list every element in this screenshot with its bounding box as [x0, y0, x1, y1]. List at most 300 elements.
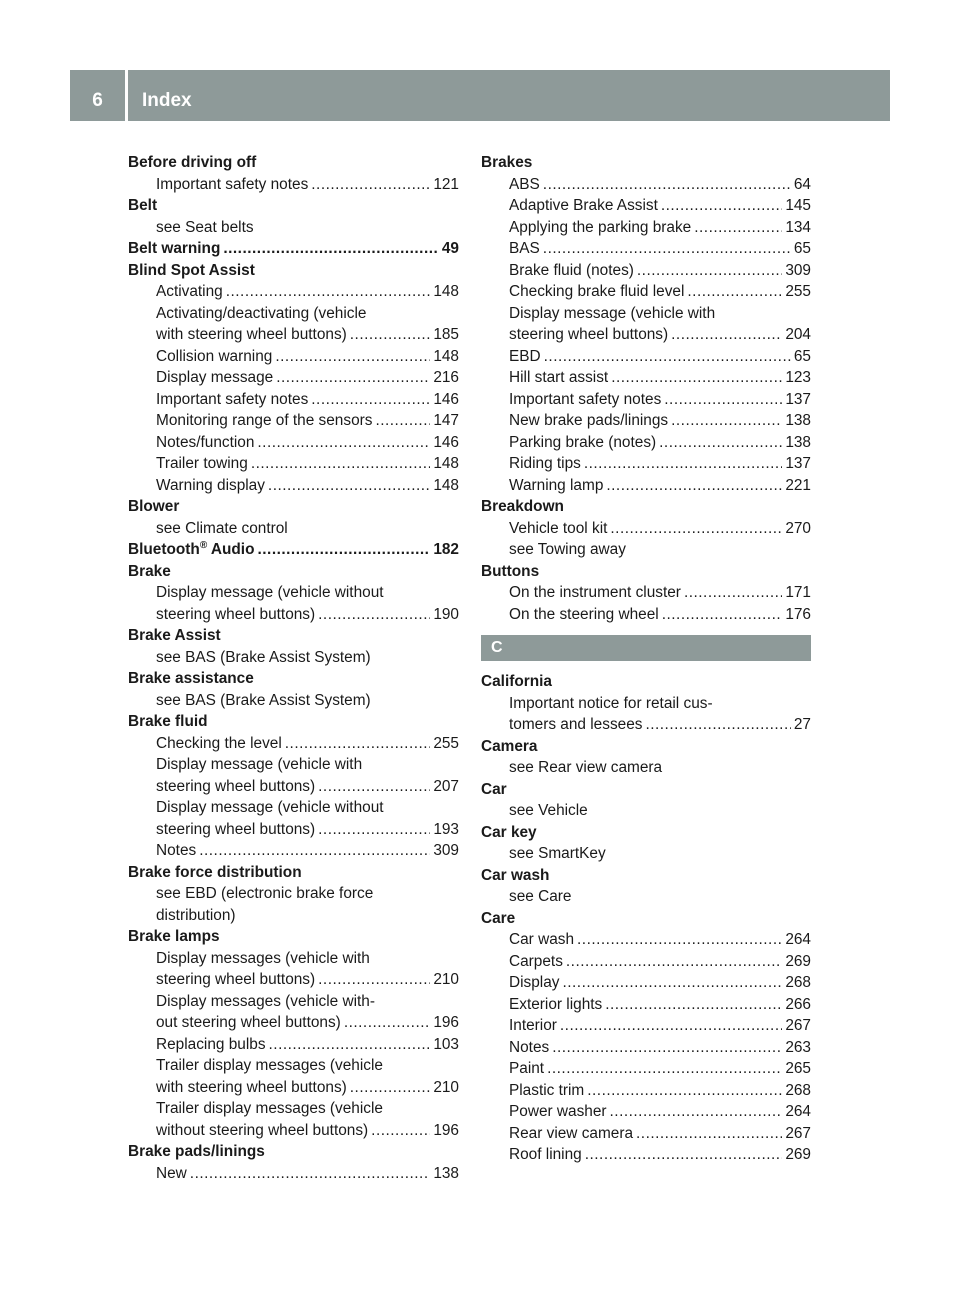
entry-label: Car wash	[509, 931, 575, 948]
page-ref: 64	[793, 175, 811, 193]
entry-label: see Care	[509, 888, 572, 905]
page-ref: 207	[433, 777, 459, 795]
index-subentry	[128, 582, 459, 604]
dot-leader	[190, 1163, 431, 1185]
index-entry	[481, 496, 811, 518]
dot-leader	[371, 1120, 430, 1142]
dot-leader	[566, 951, 782, 973]
entry-label: ABS	[509, 175, 540, 193]
page-ref: 255	[785, 283, 811, 300]
entry-label: Warning display	[156, 476, 265, 494]
index-subentry	[481, 389, 811, 411]
dot-leader	[611, 367, 782, 389]
page-ref: 137	[785, 390, 811, 408]
entry-label: Monitoring range of the sensors	[156, 412, 373, 429]
entry-label: Display message (vehicle with	[509, 304, 716, 322]
page-ref: 267	[785, 1017, 811, 1034]
index-entry	[128, 668, 459, 690]
entry-label: Replacing bulbs	[156, 1035, 266, 1053]
dot-leader	[268, 475, 430, 497]
index-subentry	[481, 582, 811, 604]
index-subentry	[481, 303, 811, 325]
index-subentry	[128, 905, 459, 927]
entry-label: Important safety notes	[156, 175, 309, 193]
entry-label: see Seat belts	[156, 218, 254, 236]
entry-label: New brake pads/linings	[509, 412, 669, 429]
dot-leader	[610, 518, 782, 540]
dot-leader	[577, 929, 782, 951]
page-ref: 171	[785, 584, 811, 601]
index-entry	[481, 671, 811, 693]
page-ref: 182	[433, 541, 459, 558]
dot-leader	[661, 195, 782, 217]
dot-leader	[276, 367, 430, 389]
dot-leader	[671, 324, 782, 346]
entry-label: Buttons	[481, 562, 540, 580]
page-ref: 148	[433, 476, 459, 494]
entry-label: Interior	[509, 1017, 557, 1034]
entry-label: Adaptive Brake Assist	[509, 197, 658, 214]
dot-leader	[585, 1144, 783, 1166]
page-ref: 176	[785, 605, 811, 623]
entry-label-part: Audio	[207, 541, 255, 558]
dot-leader	[547, 1058, 782, 1080]
index-subentry	[128, 1120, 459, 1142]
page-ref: 146	[433, 390, 459, 408]
page-ref: 264	[785, 931, 811, 948]
index-subentry	[481, 1123, 811, 1145]
dot-leader	[318, 604, 430, 626]
index-subentry	[128, 604, 459, 626]
page-ref: 266	[785, 995, 811, 1013]
page-ref: 210	[433, 971, 459, 988]
page-ref: 268	[785, 1081, 811, 1099]
entry-label: Important safety notes	[156, 390, 309, 408]
index-subentry	[481, 994, 811, 1016]
entry-label: see Towing away	[509, 541, 626, 558]
index-entry	[481, 736, 811, 758]
entry-label: Car wash	[481, 866, 550, 884]
index-entry	[128, 195, 459, 217]
index-subentry	[128, 410, 459, 432]
dot-leader	[659, 432, 782, 454]
entry-label: see Climate control	[156, 519, 288, 537]
entry-label: Care	[481, 909, 516, 927]
index-entry	[128, 711, 459, 733]
entry-label: Parking brake (notes)	[509, 433, 657, 451]
entry-label: Blind Spot Assist	[128, 261, 255, 279]
index-entry	[128, 862, 459, 884]
entry-label: steering wheel buttons)	[509, 326, 669, 343]
index-subentry	[128, 754, 459, 776]
index-subentry	[128, 303, 459, 325]
index-subentry	[481, 604, 811, 626]
entry-label: with steering wheel buttons)	[156, 326, 347, 343]
entry-label: Brake lamps	[128, 928, 220, 945]
entry-label: with steering wheel buttons)	[156, 1078, 347, 1096]
index-subentry	[481, 281, 811, 303]
index-subentry	[128, 647, 459, 669]
page-ref: 123	[785, 369, 811, 386]
entry-label: Checking the level	[156, 734, 282, 752]
entry-label: steering wheel buttons)	[156, 820, 316, 838]
entry-label: Display messages (vehicle with	[156, 949, 370, 967]
index-subentry	[128, 324, 459, 346]
index-entry	[128, 625, 459, 647]
index-subentry	[128, 1098, 459, 1120]
index-subentry	[481, 475, 811, 497]
entry-label: Brake	[128, 562, 171, 580]
index-subentry	[481, 800, 811, 822]
index-column-right	[481, 152, 811, 1166]
page-ref: 193	[433, 820, 459, 838]
index-subentry	[128, 883, 459, 905]
dot-leader	[584, 453, 782, 475]
index-entry	[128, 238, 459, 260]
index-entry	[481, 561, 811, 583]
entry-label: see EBD (electronic brake force	[156, 885, 374, 902]
entry-label: Warning lamp	[509, 476, 604, 494]
page-ref: 138	[785, 412, 811, 429]
dot-leader	[687, 281, 782, 303]
page-ref: 148	[433, 455, 459, 472]
dot-leader	[258, 539, 431, 561]
entry-label: tomers and lessees	[509, 716, 643, 733]
entry-label: Applying the parking brake	[509, 218, 692, 236]
entry-label: Display	[509, 974, 560, 991]
index-entry	[128, 926, 459, 948]
page-ref: 147	[433, 412, 459, 429]
dot-leader	[318, 819, 430, 841]
entry-label: Blower	[128, 498, 180, 515]
index-subentry	[128, 475, 459, 497]
index-subentry	[128, 389, 459, 411]
index-entry	[481, 822, 811, 844]
entry-label: see Rear view camera	[509, 759, 663, 776]
page-number: 6	[92, 90, 103, 111]
entry-label: Belt	[128, 197, 158, 214]
page-ref: 65	[793, 240, 811, 257]
index-subentry	[128, 1077, 459, 1099]
section-letter-heading: C	[481, 635, 811, 661]
index-entry	[481, 779, 811, 801]
dot-leader	[606, 475, 782, 497]
dot-leader	[610, 1101, 783, 1123]
entry-label: Exterior lights	[509, 995, 603, 1013]
index-subentry	[481, 260, 811, 282]
page-ref: 138	[785, 433, 811, 451]
dot-leader	[562, 972, 782, 994]
index-subentry	[481, 432, 811, 454]
index-subentry	[481, 693, 811, 715]
dot-leader	[684, 582, 782, 604]
dot-leader	[662, 604, 783, 626]
index-subentry	[128, 1163, 459, 1185]
dot-leader	[636, 1123, 782, 1145]
index-subentry	[128, 281, 459, 303]
page-ref: 269	[785, 1146, 811, 1163]
entry-label: Brake fluid (notes)	[509, 261, 634, 279]
index-subentry	[128, 840, 459, 862]
page-ref: 65	[793, 347, 811, 365]
index-subentry	[481, 174, 811, 196]
entry-label: Camera	[481, 737, 538, 755]
entry-label: EBD	[509, 347, 541, 365]
page-ref: 267	[785, 1124, 811, 1142]
entry-label: Paint	[509, 1060, 545, 1077]
index-subentry	[481, 539, 811, 561]
index-subentry	[481, 714, 811, 736]
page-ref: 137	[785, 455, 811, 472]
entry-label: California	[481, 673, 552, 690]
index-entry	[128, 539, 459, 561]
page-ref: 148	[433, 347, 459, 365]
entry-label: Brake Assist	[128, 627, 221, 644]
entry-label: see Vehicle	[509, 802, 588, 819]
entry-label: Rear view camera	[509, 1124, 634, 1142]
page-ref: 196	[433, 1014, 459, 1031]
entry-label: Plastic trim	[509, 1081, 585, 1099]
entry-label: steering wheel buttons)	[156, 605, 316, 623]
dot-leader	[223, 238, 439, 260]
page-ref: 269	[785, 952, 811, 970]
entry-label: Trailer towing	[156, 455, 248, 472]
header-divider	[125, 70, 128, 121]
page-ref: 121	[433, 175, 459, 193]
page-ref: 134	[785, 218, 811, 236]
entry-label: Brake fluid	[128, 713, 208, 730]
entry-label: Display message (vehicle without	[156, 584, 384, 601]
entry-label: On the steering wheel	[509, 605, 659, 623]
entry-label: Display messages (vehicle with-	[156, 992, 375, 1010]
registered-mark: ®	[199, 539, 208, 551]
entry-label: Hill start assist	[509, 369, 609, 386]
index-subentry	[481, 1080, 811, 1102]
index-entry	[481, 152, 811, 174]
entry-label: BAS	[509, 240, 540, 257]
page-ref: 221	[785, 476, 811, 494]
entry-label: Display message	[156, 369, 274, 386]
entry-label: Before driving off	[128, 154, 257, 171]
index-subentry	[481, 1015, 811, 1037]
dot-leader	[350, 324, 431, 346]
index-subentry	[128, 346, 459, 368]
entry-label: Trailer display messages (vehicle	[156, 1057, 383, 1074]
entry-label-part: Bluetooth	[128, 541, 200, 558]
index-subentry	[481, 367, 811, 389]
page-ref: 216	[433, 369, 459, 386]
index-subentry	[128, 432, 459, 454]
page-ref: 309	[785, 261, 811, 279]
entry-label: Trailer display messages (vehicle	[156, 1100, 383, 1117]
dot-leader	[350, 1077, 431, 1099]
index-entry	[481, 908, 811, 930]
entry-label: Roof lining	[509, 1146, 582, 1163]
dot-leader	[637, 260, 782, 282]
dot-leader	[664, 389, 782, 411]
page-ref: 146	[433, 433, 459, 451]
dot-leader	[311, 174, 430, 196]
index-subentry	[128, 174, 459, 196]
dot-leader	[285, 733, 431, 755]
index-subentry	[128, 453, 459, 475]
dot-leader	[544, 346, 791, 368]
entry-label: Breakdown	[481, 498, 564, 515]
index-subentry	[128, 1012, 459, 1034]
dot-leader	[311, 389, 430, 411]
entry-label: Riding tips	[509, 455, 581, 472]
dot-leader	[269, 1034, 431, 1056]
entry-label: without steering wheel buttons)	[156, 1121, 369, 1139]
page-header	[70, 70, 890, 121]
dot-leader	[560, 1015, 782, 1037]
entry-label: Display message (vehicle with	[156, 756, 363, 773]
entry-label: Notes	[509, 1038, 550, 1056]
entry-label: steering wheel buttons)	[156, 777, 316, 795]
dot-leader	[344, 1012, 431, 1034]
entry-label: Belt warning	[128, 240, 221, 257]
entry-label: Activating/deactivating (vehicle	[156, 304, 367, 322]
entry-label: Important safety notes	[509, 390, 662, 408]
entry-label: out steering wheel buttons)	[156, 1014, 341, 1031]
index-subentry	[481, 324, 811, 346]
entry-label	[128, 539, 255, 561]
page-ref: 49	[441, 240, 459, 257]
dot-leader	[199, 840, 430, 862]
index-subentry	[481, 886, 811, 908]
index-subentry	[481, 453, 811, 475]
entry-label: Brake assistance	[128, 670, 254, 687]
dot-leader	[318, 776, 430, 798]
dot-leader	[318, 969, 430, 991]
index-subentry	[481, 217, 811, 239]
index-subentry	[128, 690, 459, 712]
index-subentry	[481, 972, 811, 994]
page-ref: 145	[785, 197, 811, 214]
index-subentry	[128, 1055, 459, 1077]
index-subentry	[481, 195, 811, 217]
index-subentry	[481, 951, 811, 973]
index-entry	[128, 1141, 459, 1163]
index-subentry	[481, 1144, 811, 1166]
index-subentry	[128, 217, 459, 239]
page-ref: 265	[785, 1060, 811, 1077]
entry-label: Activating	[156, 283, 223, 300]
dot-leader	[543, 238, 791, 260]
entry-label: Display message (vehicle without	[156, 799, 384, 816]
page-ref: 264	[785, 1103, 811, 1120]
index-subentry	[481, 757, 811, 779]
index-subentry	[128, 518, 459, 540]
dot-leader	[251, 453, 431, 475]
entry-label: Power washer	[509, 1103, 607, 1120]
index-subentry	[128, 991, 459, 1013]
index-subentry	[481, 1058, 811, 1080]
entry-label: New	[156, 1164, 187, 1182]
page-ref: 27	[793, 716, 811, 733]
entry-label: Car key	[481, 823, 537, 841]
dot-leader	[375, 410, 430, 432]
entry-label: Brake force distribution	[128, 863, 302, 881]
page-ref: 263	[785, 1038, 811, 1056]
entry-label: see BAS (Brake Assist System)	[156, 648, 371, 666]
dot-leader	[552, 1037, 782, 1059]
page-ref: 210	[433, 1078, 459, 1096]
index-entry	[128, 260, 459, 282]
entry-label: see SmartKey	[509, 845, 606, 862]
index-subentry	[128, 969, 459, 991]
entry-label: distribution)	[156, 906, 236, 924]
entry-label: Car	[481, 780, 507, 798]
entry-label: Checking brake fluid level	[509, 283, 685, 300]
index-subentry	[128, 367, 459, 389]
index-subentry	[481, 843, 811, 865]
index-subentry	[128, 776, 459, 798]
dot-leader	[645, 714, 790, 736]
dot-leader	[605, 994, 782, 1016]
page-ref: 196	[433, 1121, 459, 1139]
entry-label: Vehicle tool kit	[509, 519, 608, 537]
entry-label: steering wheel buttons)	[156, 971, 316, 988]
index-subentry	[128, 948, 459, 970]
page-title: Index	[142, 90, 192, 111]
dot-leader	[587, 1080, 782, 1102]
entry-label: On the instrument cluster	[509, 584, 681, 601]
dot-leader	[694, 217, 782, 239]
index-subentry	[481, 346, 811, 368]
page-ref: 190	[433, 605, 459, 623]
entry-label: see BAS (Brake Assist System)	[156, 691, 371, 709]
entry-label: Notes	[156, 842, 197, 859]
entry-label: Carpets	[509, 952, 563, 970]
dot-leader	[257, 432, 430, 454]
entry-label: Brake pads/linings	[128, 1143, 265, 1160]
index-subentry	[481, 410, 811, 432]
dot-leader	[543, 174, 791, 196]
dot-leader	[275, 346, 430, 368]
page-ref: 103	[433, 1035, 459, 1053]
index-subentry	[481, 1101, 811, 1123]
dot-leader	[671, 410, 782, 432]
index-column-left	[128, 152, 459, 1184]
page-ref: 268	[785, 974, 811, 991]
index-subentry	[128, 1034, 459, 1056]
entry-label: Important notice for retail cus-	[509, 694, 713, 712]
index-subentry	[128, 819, 459, 841]
index-subentry	[481, 518, 811, 540]
page-ref: 270	[785, 519, 811, 537]
page-ref: 309	[433, 842, 459, 859]
index-entry	[481, 865, 811, 887]
page-ref: 138	[433, 1164, 459, 1182]
index-subentry	[128, 797, 459, 819]
index-subentry	[481, 929, 811, 951]
page-ref: 204	[785, 326, 811, 343]
index-subentry	[481, 1037, 811, 1059]
index-entry	[128, 496, 459, 518]
index-entry	[128, 561, 459, 583]
entry-label: Collision warning	[156, 347, 273, 365]
page-ref: 148	[433, 283, 459, 300]
entry-label: Notes/function	[156, 433, 255, 451]
dot-leader	[226, 281, 431, 303]
index-subentry	[481, 238, 811, 260]
index-subentry	[128, 733, 459, 755]
index-entry	[128, 152, 459, 174]
page-ref: 185	[433, 326, 459, 343]
entry-label: Brakes	[481, 154, 533, 171]
page-ref: 255	[433, 734, 459, 752]
